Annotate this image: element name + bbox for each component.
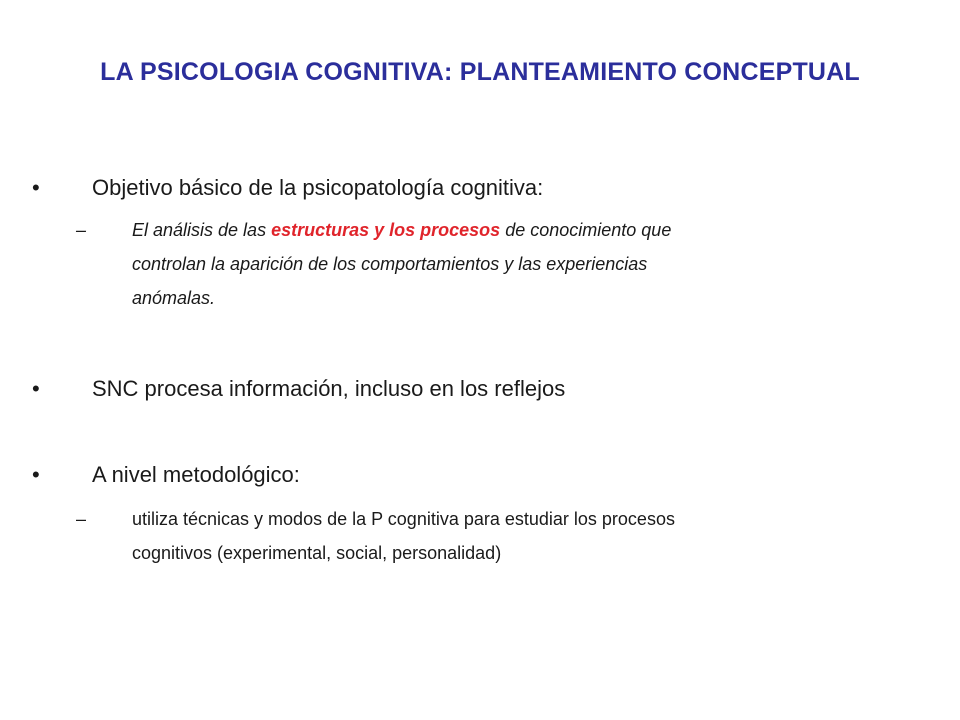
bullet-text: A nivel metodológico: (92, 462, 300, 487)
bullet-text: SNC procesa información, incluso en los reflejos (92, 376, 566, 401)
sub-line-2: controlan la aparición de los comportamientos y las experiencias (132, 254, 648, 274)
sub-text-post: de conocimiento que (505, 220, 672, 240)
bullet-marker: • (32, 462, 40, 487)
sub-text-pre: El análisis de las (132, 220, 267, 240)
sub-bullet-dash: – (76, 220, 87, 240)
sub-line-3: anómalas. (132, 288, 216, 308)
slide-title: LA PSICOLOGIA COGNITIVA: PLANTEAMIENTO CONCEPTUAL (100, 58, 860, 86)
bullet-marker: • (32, 175, 40, 200)
sub-bullet-dash: – (76, 509, 87, 529)
sub-line-1: utiliza técnicas y modos de la P cognitiva para estudiar los procesos (132, 509, 675, 529)
highlight-text: estructuras y los procesos (271, 220, 501, 240)
sub-line-2: cognitivos (experimental, social, personalidad) (132, 543, 502, 563)
bullet-text: Objetivo básico de la psicopatología cognitiva: (92, 175, 544, 200)
bullet-marker: • (32, 376, 40, 401)
sub-line-1 (132, 213, 671, 247)
